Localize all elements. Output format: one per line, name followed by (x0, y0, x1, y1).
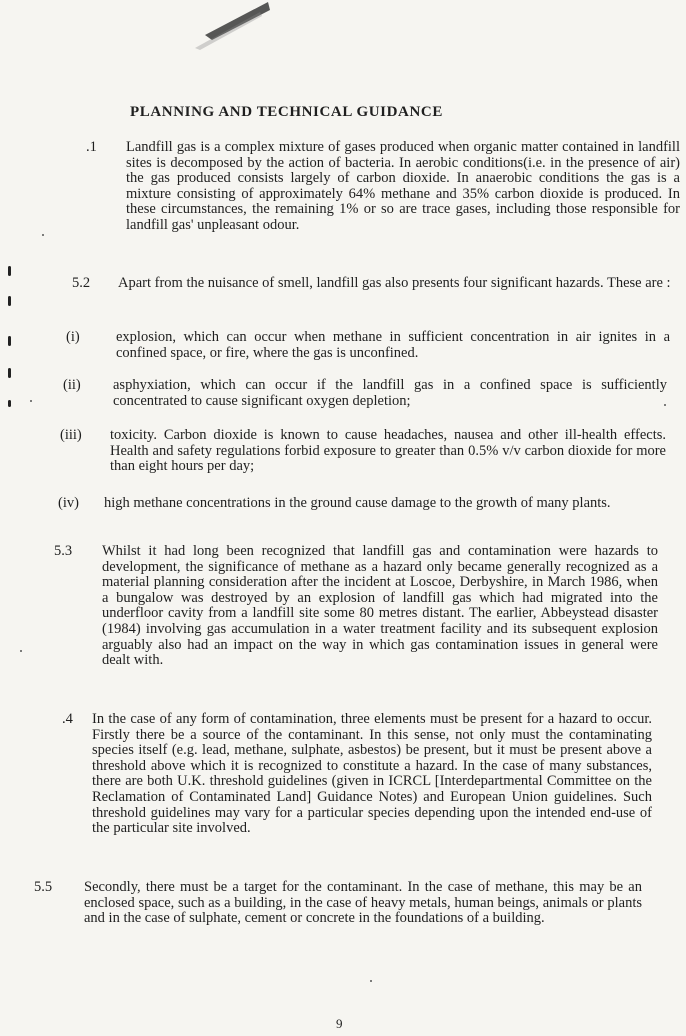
item-number: (i) (66, 329, 80, 345)
paragraph-text: Apart from the nuisance of smell, landfill gas also presents four significant hazards. These are : (118, 275, 671, 291)
binding-hole-mark (8, 296, 11, 306)
binding-hole-mark (8, 368, 11, 378)
paragraph-text: Whilst it had long been recognized that landfill gas and contamination were hazards to development, the significance of methane as a hazard only became generally recognized as a material planning consideration after the incident at Loscoe, Derbyshire, in March 1986, when a bungalow was destroyed by an explosion of landfill gas which had migrated into the underfloor cavity from a landfill site some 80 metres distant. The earlier, Abbeystead disaster (1984) involving gas accumulation in a water treatment facility and its subsequent explosion arguably also had an impact on the way in which gas contamination issues in general were dealt with. (102, 543, 658, 669)
paragraph-number: .4 (62, 711, 73, 727)
item-text: explosion, which can occur when methane in sufficient concentration in air ignites in a confined space, or fire, where the gas is unconfined. (116, 329, 670, 361)
scan-speck (664, 404, 666, 406)
page-heading: PLANNING AND TECHNICAL GUIDANCE (130, 104, 443, 120)
page-number: 9 (336, 1016, 343, 1031)
item-number: (iii) (60, 427, 82, 443)
item-text: high methane concentrations in the ground cause damage to the growth of many plants. (104, 495, 611, 511)
scan-speck (42, 234, 44, 236)
item-text: asphyxiation, which can occur if the landfill gas in a confined space is sufficiently concentrated to cause significant oxygen depletion; (113, 377, 667, 409)
scan-speck (20, 650, 22, 652)
paragraph-number: 5.2 (72, 275, 91, 291)
scan-speck (30, 400, 32, 402)
scan-speck (370, 980, 372, 982)
paragraph-text: Landfill gas is a complex mixture of gases produced when organic matter contained in landfill sites is decomposed by the action of bacteria. In aerobic conditions(i.e. in the presence of air) the gas produced consists largely of carbon dioxide. In anaerobic conditions the gas is a mixture consisting of approximately 64% methane and 35% carbon dioxide is produced. In these circumstances, the remaining 1% or so are trace gases, including those responsible for landfill gas' unpleasant odour. (126, 139, 680, 233)
paragraph-text: Secondly, there must be a target for the contaminant. In the case of methane, this may be an enclosed space, such as a building, in the case of heavy metals, human beings, animals or plants and in the case of sulphate, cement or concrete in the foundations of a building. (84, 879, 642, 927)
paragraph-text: In the case of any form of contamination, three elements must be present for a hazard to occur. Firstly there be a source of the contaminant. In this sense, not only must the contaminating species itself (e.g. lead, methane, sulphate, asbestos) be present, but it must be present above a threshold above which it is recognized to constitute a hazard. In the case of many substances, there are both U.K. threshold guidelines (given in ICRCL [Interdepartmental Committee on the Reclamation of Contaminated Land] Guidance Notes) and European Union guidelines. Such threshold guidelines may vary for a particular species depending upon the intended end-use of the particular site involved. (92, 711, 652, 837)
binding-hole-mark (8, 266, 11, 276)
item-number: (iv) (58, 495, 79, 511)
binding-hole-mark (8, 400, 11, 407)
item-number: (ii) (63, 377, 81, 393)
binding-hole-mark (8, 336, 11, 346)
paragraph-number: .1 (86, 139, 97, 155)
item-text: toxicity. Carbon dioxide is known to cause headaches, nausea and other ill-health effects. Health and safety regulations forbid exposure to greater than 0.5% v/v carbon dioxide for more than eight hours per day; (110, 427, 666, 475)
paragraph-number: 5.3 (54, 543, 73, 559)
scan-corner-shadow (150, 0, 270, 70)
paragraph-number: 5.5 (34, 879, 53, 895)
